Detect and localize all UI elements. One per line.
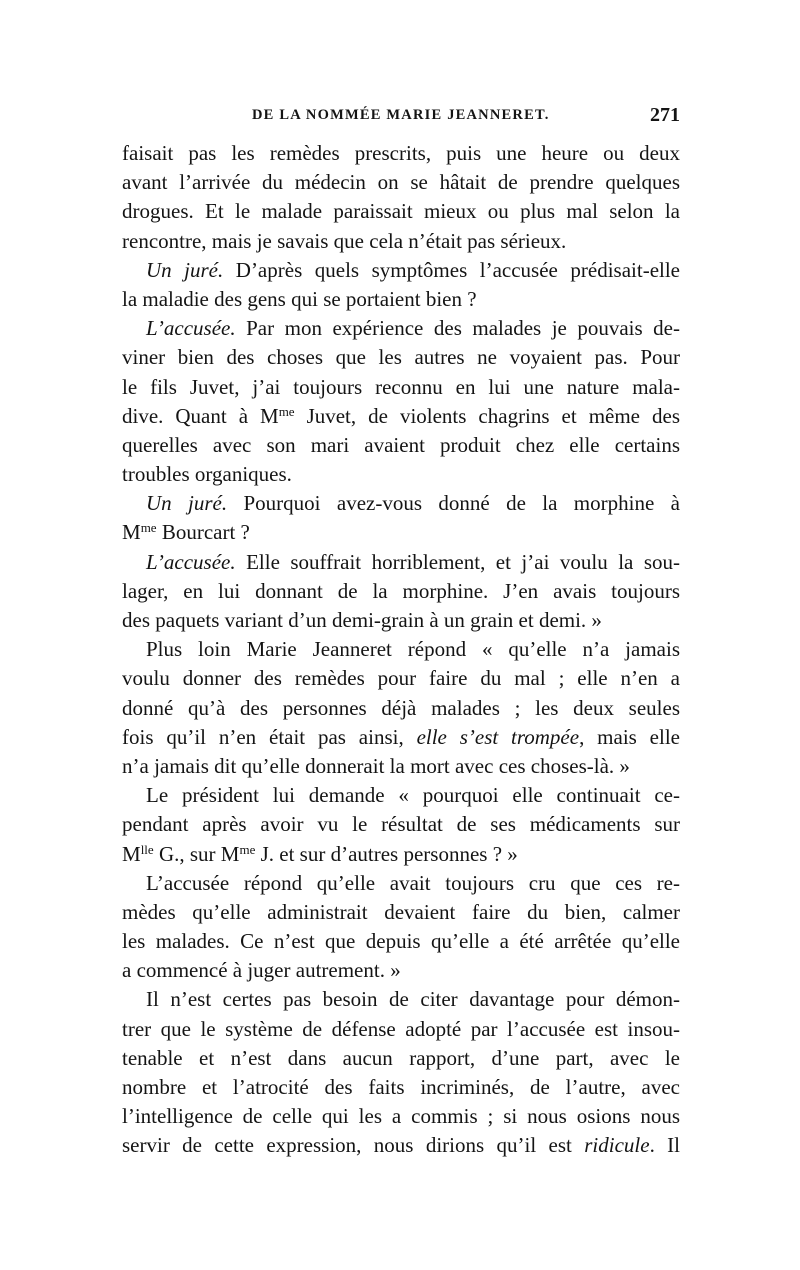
- text-line: [122, 197, 680, 226]
- text-segment: Elle souffrait horriblement, et j’ai voulu la sou-: [235, 549, 680, 574]
- superscript-abbrev: me: [140, 520, 157, 536]
- text-segment: Il n’est certes pas besoin de citer davantage pour démon-: [146, 987, 680, 1012]
- text-segment: avant l’arrivée du médecin on se hâtait de prendre quelques: [122, 170, 680, 195]
- text-segment: tenable et n’est dans aucun rapport, d’une part, avec le: [122, 1045, 680, 1070]
- text-segment: viner bien des choses que les autres ne voyaient pas. Pour: [122, 345, 680, 370]
- text-segment: troubles organiques.: [122, 462, 292, 487]
- text-segment: Le président lui demande « pourquoi elle continuait ce-: [146, 783, 680, 808]
- text-segment: Bourcart ?: [156, 520, 250, 545]
- text-line: [122, 1102, 680, 1131]
- text-line: [122, 810, 680, 839]
- superscript-abbrev: lle: [140, 841, 154, 857]
- italic-text: L’accusée.: [146, 549, 236, 574]
- running-head: [122, 104, 680, 130]
- text-segment: fois qu’il n’en était pas ainsi,: [122, 724, 417, 749]
- text-segment: G., sur M: [153, 841, 240, 866]
- italic-text: Un juré.: [146, 491, 228, 516]
- text-line: [122, 664, 680, 693]
- text-segment: les malades. Ce n’est que depuis qu’elle a été arrêtée qu’elle: [122, 929, 680, 954]
- text-segment: a commencé à juger autrement. »: [122, 958, 401, 983]
- text-segment: donné qu’à des personnes déjà malades ; les deux seules: [122, 695, 680, 720]
- text-line: [122, 927, 680, 956]
- text-line: [122, 898, 680, 927]
- running-title: DE LA NOMMÉE MARIE JEANNERET.: [252, 107, 550, 123]
- text-segment: , mais elle: [579, 724, 680, 749]
- text-line: [122, 518, 680, 547]
- superscript-abbrev: me: [278, 403, 295, 419]
- text-line: [122, 1044, 680, 1073]
- text-segment: Pourquoi avez-vous donné de la morphine à: [227, 491, 680, 516]
- text-segment: l’intelligence de celle qui les a commis ; si nous osions nous: [122, 1104, 680, 1129]
- text-segment: dive. Quant à M: [122, 403, 279, 428]
- text-line: [122, 227, 680, 256]
- italic-text: elle s’est trompée: [416, 724, 580, 749]
- text-line: [122, 752, 680, 781]
- text-line: [122, 343, 680, 372]
- text-segment: mèdes qu’elle administrait devaient faire du bien, calmer: [122, 899, 680, 924]
- text-segment: servir de cette expression, nous dirions qu’il est: [122, 1133, 585, 1158]
- text-segment: Plus loin Marie Jeanneret répond « qu’elle n’a jamais: [146, 637, 680, 662]
- text-segment: M: [122, 520, 141, 545]
- text-segment: nombre et l’atrocité des faits incriminés, de l’autre, avec: [122, 1075, 680, 1099]
- text-line: [122, 985, 680, 1014]
- text-segment: rencontre, mais je savais que cela n’était pas sérieux.: [122, 228, 567, 253]
- text-line: [122, 606, 680, 635]
- text-line: [122, 402, 680, 431]
- text-segment: querelles avec son mari avaient produit chez elle certains: [122, 432, 680, 457]
- text-segment: voulu donner des remèdes pour faire du mal ; elle n’en a: [122, 666, 680, 691]
- text-line: [122, 460, 680, 489]
- italic-text: L’accusée.: [146, 316, 236, 341]
- text-line: [122, 840, 680, 869]
- text-line: [122, 635, 680, 664]
- text-line: [122, 869, 680, 898]
- text-segment: Juvet, de violents chagrins et même des: [294, 403, 680, 428]
- text-segment: L’accusée répond qu’elle avait toujours cru que ces re-: [146, 870, 680, 895]
- text-line: [122, 1015, 680, 1044]
- text-segment: . Il: [649, 1133, 681, 1158]
- text-segment: M: [122, 841, 141, 866]
- text-segment: lager, en lui donnant de la morphine. J’en avais toujours: [122, 578, 680, 603]
- italic-text: Un juré.: [146, 257, 224, 282]
- text-line: [122, 1073, 680, 1102]
- superscript-abbrev: me: [239, 841, 256, 857]
- text-line: [122, 489, 680, 518]
- text-segment: le fils Juvet, j’ai toujours reconnu en lui une nature mala-: [122, 374, 680, 399]
- text-line: [122, 577, 680, 606]
- text-line: [122, 373, 680, 402]
- text-segment: drogues. Et le malade paraissait mieux ou plus mal selon la: [122, 199, 680, 224]
- text-segment: pendant après avoir vu le résultat de ses médicaments sur: [122, 812, 680, 837]
- text-segment: Par mon expérience des malades je pouvais de-: [235, 316, 680, 341]
- text-line: [122, 431, 680, 460]
- text-segment: la maladie des gens qui se portaient bien ?: [122, 286, 477, 311]
- text-line: [122, 285, 680, 314]
- text-segment: faisait pas les remèdes prescrits, puis une heure ou deux: [122, 141, 680, 165]
- text-line: [122, 723, 680, 752]
- text-segment: trer que le système de défense adopté par l’accusée est insou-: [122, 1016, 680, 1041]
- text-line: [122, 256, 680, 285]
- text-segment: des paquets variant d’un demi-grain à un grain et demi. »: [122, 608, 602, 632]
- text-line: [122, 168, 680, 197]
- text-line: [122, 139, 680, 168]
- text-segment: J. et sur d’autres personnes ? »: [255, 841, 518, 866]
- text-line: [122, 694, 680, 723]
- text-line: [122, 956, 680, 985]
- text-line: [122, 314, 680, 343]
- text-line: [122, 781, 680, 810]
- text-segment: n’a jamais dit qu’elle donnerait la mort avec ces choses-là. »: [122, 753, 630, 778]
- page-number: 271: [650, 104, 680, 126]
- italic-text: ridicule: [584, 1133, 650, 1158]
- text-segment: D’après quels symptômes l’accusée prédisait-elle: [223, 257, 680, 282]
- text-line: [122, 1131, 680, 1160]
- body-text: [122, 139, 680, 1161]
- text-line: [122, 548, 680, 577]
